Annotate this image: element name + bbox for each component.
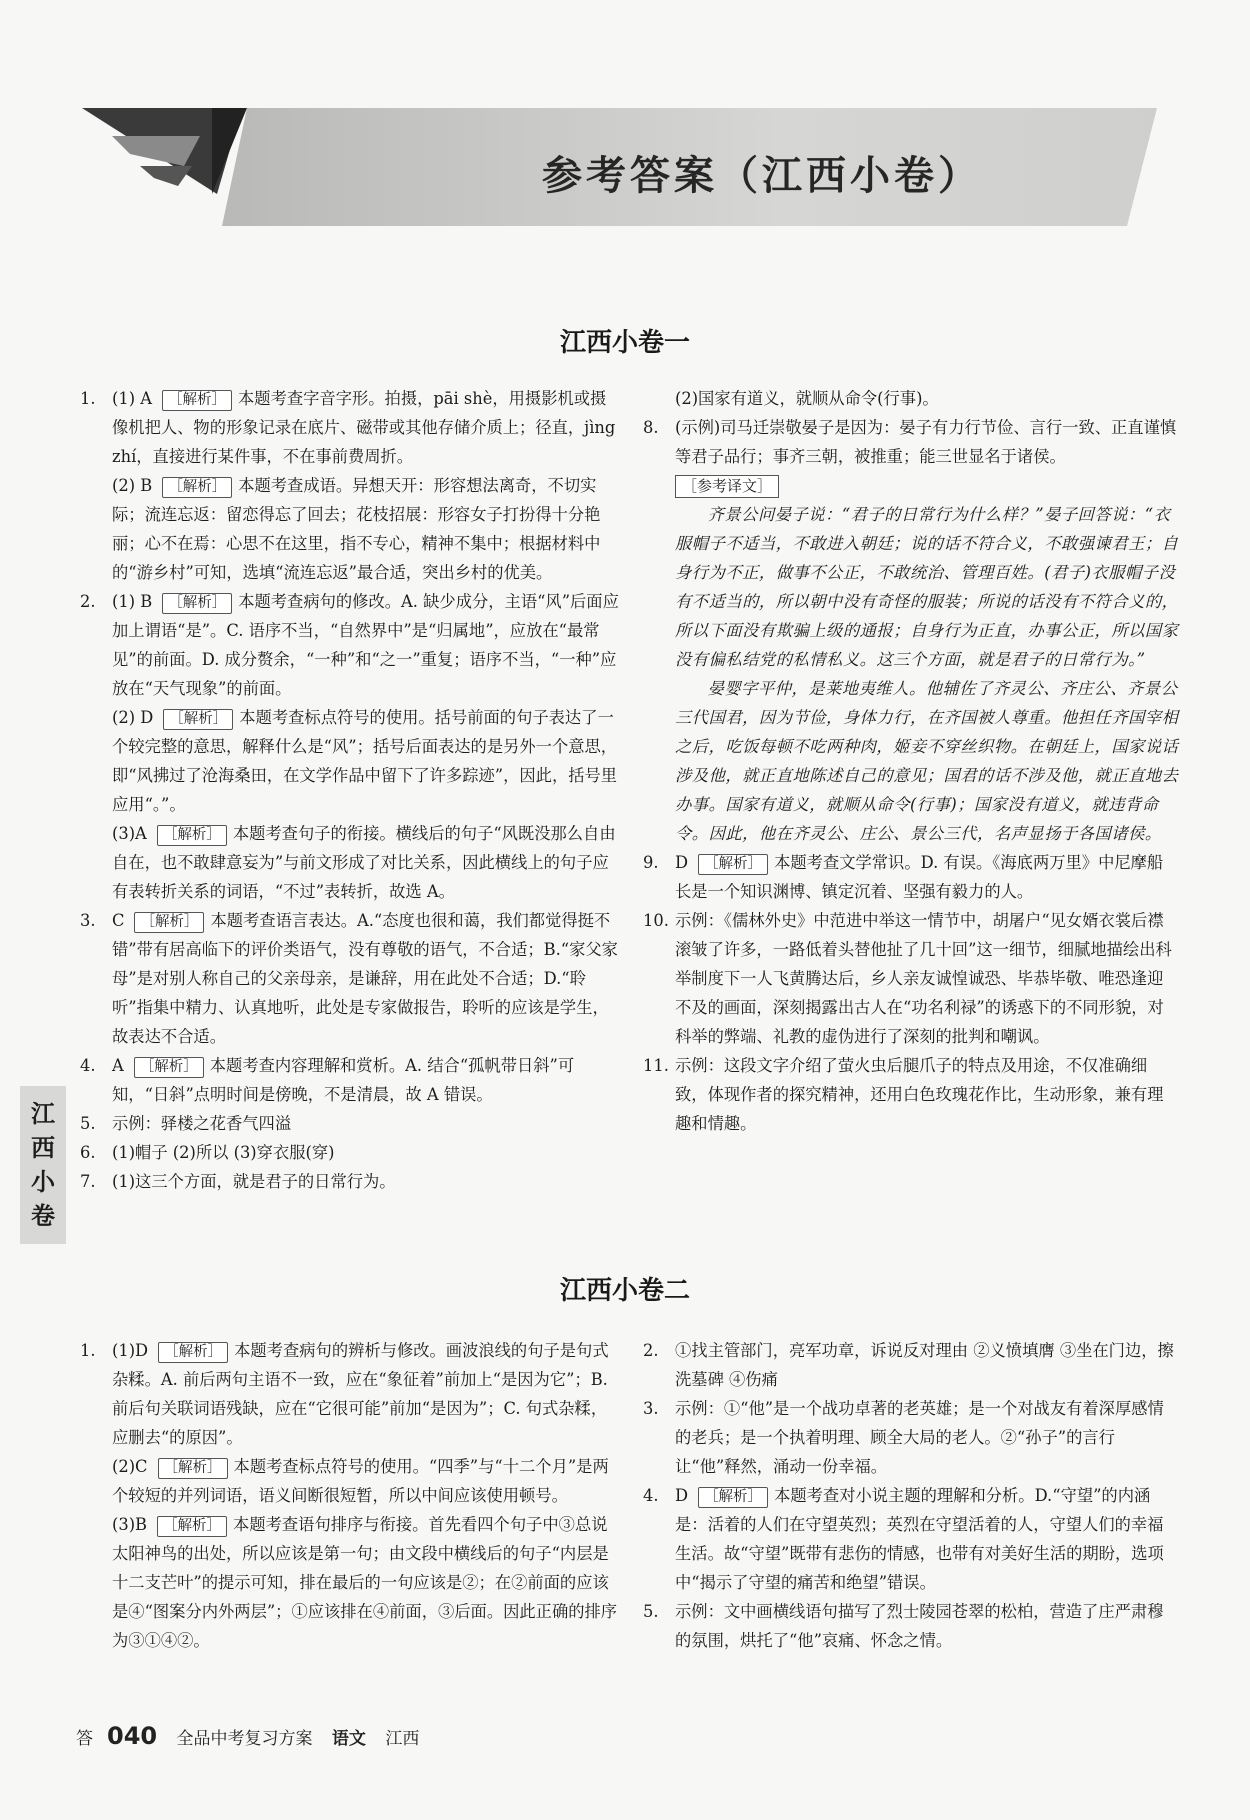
item-number: 1. bbox=[80, 1341, 96, 1360]
page-footer bbox=[76, 1722, 433, 1750]
side-tab-char: 西 bbox=[31, 1134, 55, 1162]
item-number: 9. bbox=[643, 853, 659, 872]
item-text: (1) A ［解析］ 本题考查字音字形。拍摄，pāi shè，用摄影机或摄像机把人、物的形象记录在底片、磁带或其他存储介质上；径直，jìng zhí，直接进行某件事，不在事前费周折。 bbox=[112, 389, 616, 466]
item-number: 3. bbox=[80, 911, 96, 930]
answer-subitem: (2)国家有道义，就顺从命令(行事)。 bbox=[675, 389, 939, 408]
item-text: (1) B ［解析］ 本题考查病句的修改。A. 缺少成分，主语“风”后面应加上谓语“是”。C. 语序不当，“自然界中”是“归属地”，应放在“最常见”的前面。D. 成分赘余，“一种”和“之一”重复；语序不当，“一种”应放在“天气现象”的前面。 bbox=[112, 592, 619, 698]
side-tab-char: 江 bbox=[31, 1100, 55, 1128]
analysis-tag: ［解析］ bbox=[158, 1458, 228, 1479]
item-number: 1. bbox=[80, 389, 96, 408]
analysis-tag: ［解析］ bbox=[162, 477, 232, 498]
answer-item bbox=[80, 384, 620, 471]
answer-item bbox=[80, 1167, 620, 1196]
item-text: (示例)司马迁崇敬晏子是因为：晏子有力行节俭、言行一致、正直谨慎等君子品行；事齐三朝，被推重；能三世显名于诸侯。 bbox=[675, 418, 1177, 466]
title-banner bbox=[82, 108, 1157, 264]
item-text: ①找主管部门，亮军功章，诉说反对理由 ②义愤填膺 ③坐在门边，擦洗墓碑 ④伤痛 bbox=[675, 1341, 1174, 1389]
item-text: (1)帽子 (2)所以 (3)穿衣服(穿) bbox=[112, 1143, 335, 1162]
footer-region: 江西 bbox=[385, 1729, 420, 1749]
item-number: 4. bbox=[643, 1486, 659, 1505]
answer-item bbox=[80, 587, 620, 703]
answer-item bbox=[643, 1597, 1179, 1655]
analysis-tag: ［解析］ bbox=[158, 1342, 228, 1363]
analysis-tag: ［解析］ bbox=[698, 1487, 768, 1508]
item-text: (1)D ［解析］ 本题考查病句的辨析与修改。画波浪线的句子是句式杂糅。A. 前后两句主语不一致，应在“象征着”前加上“是因为它”；B. 前后句关联词语残缺，应在“它很可能”前加“是因为”；C. 句式杂糅，应删去“的原因”。 bbox=[112, 1341, 609, 1447]
item-number: 11. bbox=[643, 1056, 669, 1075]
answer-item bbox=[643, 413, 1179, 471]
answer-subitem: (3)B ［解析］ 本题考查语句排序与衔接。首先看四个句子中③总说太阳神鸟的出处，所以应该是第一句；由文段中横线后的句子“内层是十二支芒叶”的提示可知，排在最后的一句应该是②；在②前面的应该是④“图案分内外两层”；①应该排在④前面，③后面。因此正确的排序为③①④②。 bbox=[112, 1515, 618, 1650]
item-text: 示例：驿楼之花香气四溢 bbox=[112, 1114, 292, 1133]
item-text: A ［解析］ 本题考查内容理解和赏析。A. 结合“孤帆带日斜”可知，“日斜”点明时间是傍晚，不是清晨，故 A 错误。 bbox=[112, 1056, 575, 1104]
analysis-tag: ［解析］ bbox=[163, 709, 233, 730]
answer-subitem: (2) D ［解析］ 本题考查标点符号的使用。括号前面的句子表达了一个较完整的意思，解释什么是“风”；括号后面表达的是另外一个意思，即“风拂过了沧海桑田，在文学作品中留下了许多踪迹”，因此，括号里应用“。”。 bbox=[112, 708, 618, 814]
item-text: 示例：①“他”是一个战功卓著的老英雄；是一个对战友有着深厚感情的老兵；是一个执着明理、顾全大局的老人。②“孙子”的言行让“他”释然，涌动一份幸福。 bbox=[675, 1399, 1164, 1476]
section-title-1: 江西小卷一 bbox=[559, 328, 690, 358]
section-title-2: 江西小卷二 bbox=[559, 1276, 690, 1306]
answer-item bbox=[643, 1481, 1179, 1597]
side-tab-char: 小 bbox=[31, 1168, 55, 1196]
answer-subitem: (3)A ［解析］ 本题考查句子的衔接。横线后的句子“风既没那么自由自在，也不敢肆意妄为”与前文形成了对比关系，因此横线上的句子应有表转折关系的词语，“不过”表转折，故选 A。 bbox=[112, 824, 616, 901]
answer-item bbox=[80, 1109, 620, 1138]
item-number: 2. bbox=[80, 592, 96, 611]
analysis-tag: ［解析］ bbox=[157, 1516, 227, 1537]
item-number: 2. bbox=[643, 1341, 659, 1360]
item-number: 7. bbox=[80, 1172, 96, 1191]
answer-subitem: (2)C ［解析］ 本题考查标点符号的使用。“四季”与“十二个月”是两个较短的并列词语，语义间断很短暂，所以中间应该使用顿号。 bbox=[112, 1457, 609, 1505]
item-text: D ［解析］ 本题考查对小说主题的理解和分析。D.“守望”的内涵是：活着的人们在守望英烈；英烈在守望活着的人，守望人们的幸福生活。故“守望”既带有悲伤的情感，也带有对美好生活的期盼，选项中“揭示了守望的痛苦和绝望”错误。 bbox=[675, 1486, 1164, 1592]
item-number: 3. bbox=[643, 1399, 659, 1418]
footer-prefix: 答 bbox=[76, 1729, 93, 1749]
answer-item bbox=[643, 906, 1179, 1051]
answer-item bbox=[643, 1051, 1179, 1138]
section1-right-column bbox=[643, 384, 1179, 1138]
analysis-tag: ［解析］ bbox=[157, 825, 227, 846]
item-text: D ［解析］ 本题考查文学常识。D. 有误。《海底两万里》中尼摩船长是一个知识渊博、镇定沉着、坚强有毅力的人。 bbox=[675, 853, 1164, 901]
answer-item bbox=[80, 1336, 620, 1452]
section2-left-column bbox=[80, 1336, 620, 1655]
section2-right-column bbox=[643, 1336, 1179, 1655]
item-text: C ［解析］ 本题考查语言表达。A.“态度也很和蔼，我们都觉得挺不错”带有居高临下的评价类语气，没有尊敬的语气，不合适；B.“家父家母”是对别人称自己的父亲母亲，是谦辞，用在此处不合适；D.“聆听”指集中精力、认真地听，此处是专家做报告，聆听的应该是学生，故表达不合适。 bbox=[112, 911, 618, 1046]
footer-book: 全品中考复习方案 bbox=[176, 1729, 313, 1749]
answer-item bbox=[80, 1138, 620, 1167]
answer-item bbox=[643, 1394, 1179, 1481]
translation-paragraph: 齐景公问晏子说：“君子的日常行为什么样？”晏子回答说：“衣服帽子不适当，不敢进入朝廷；说的话不符合义，不敢强谏君王；自身行为不正，做事不公正，不敢统治、管理百姓。(君子)衣服帽子没有不适当的，所以朝中没有奇怪的服装；所说的话没有不符合义的，所以下面没有欺骗上级的通报；自身行为正直，办事公正，所以国家没有偏私结党的私情私义。这三个方面，就是君子的日常行为。” bbox=[675, 505, 1179, 669]
translation-paragraph: 晏婴字平仲，是莱地夷维人。他辅佐了齐灵公、齐庄公、齐景公三代国君，因为节俭，身体力行，在齐国被人尊重。他担任齐国宰相之后，吃饭每顿不吃两种肉，姬妾不穿丝织物。在朝廷上，国家说话涉及他，就正直地陈述自己的意见；国君的话不涉及他，就正直地去办事。国家有道义，就顺从命令(行事)；国家没有道义，就违背命令。因此，他在齐灵公、庄公、景公三代，名声显扬于各国诸侯。 bbox=[675, 679, 1179, 843]
item-text: 示例：这段文字介绍了萤火虫后腿爪子的特点及用途，不仅准确细致，体现作者的探究精神，还用白色玫瑰花作比，生动形象，兼有理趣和情趣。 bbox=[675, 1056, 1164, 1133]
item-number: 5. bbox=[643, 1602, 659, 1621]
analysis-tag: ［解析］ bbox=[162, 390, 232, 411]
item-number: 4. bbox=[80, 1056, 96, 1075]
analysis-tag: ［解析］ bbox=[134, 1057, 204, 1078]
page-number: 040 bbox=[107, 1722, 158, 1750]
answer-item bbox=[80, 906, 620, 1051]
footer-subject: 语文 bbox=[331, 1729, 366, 1749]
analysis-tag: ［解析］ bbox=[162, 593, 232, 614]
reference-translation-label: ［参考译文］ bbox=[675, 475, 779, 498]
section1-left-column bbox=[80, 384, 620, 1196]
item-text: 示例：《儒林外史》中范进中举这一情节中，胡屠户“见女婿衣裳后襟滚皱了许多，一路低着头替他扯了几十回”这一细节，细腻地描绘出科举制度下一人飞黄腾达后，乡人亲友诚惶诚恐、毕恭毕敬、唯恐逢迎不及的画面，深刻揭露出古人在“功名利禄”的诱惑下的不同形貌，对科举的弊端、礼教的虚伪进行了深刻的批判和嘲讽。 bbox=[675, 911, 1172, 1046]
side-tab bbox=[20, 1086, 66, 1244]
item-text: (1)这三个方面，就是君子的日常行为。 bbox=[112, 1172, 396, 1191]
item-number: 10. bbox=[643, 911, 669, 930]
answer-item bbox=[643, 848, 1179, 906]
answer-item bbox=[80, 1051, 620, 1109]
page-title: 参考答案（江西小卷） bbox=[542, 153, 982, 199]
reference-translation-heading bbox=[643, 471, 1179, 500]
answer-subitem: (2) B ［解析］ 本题考查成语。异想天开：形容想法离奇，不切实际；流连忘返：留恋得忘了回去；花枝招展：形容女子打扮得十分艳丽；心不在焉：心思不在这里，指不专心，精神不集中；根据材料中的“游乡村”可知，选填“流连忘返”最合适，突出乡村的优美。 bbox=[112, 476, 601, 582]
analysis-tag: ［解析］ bbox=[698, 854, 768, 875]
item-number: 5. bbox=[80, 1114, 96, 1133]
item-number: 6. bbox=[80, 1143, 96, 1162]
analysis-tag: ［解析］ bbox=[134, 912, 204, 933]
item-text: 示例：文中画横线语句描写了烈士陵园苍翠的松柏，营造了庄严肃穆的氛围，烘托了“他”哀痛、怀念之情。 bbox=[675, 1602, 1164, 1650]
item-number: 8. bbox=[643, 418, 659, 437]
side-tab-char: 卷 bbox=[31, 1202, 55, 1230]
answer-item bbox=[643, 1336, 1179, 1394]
